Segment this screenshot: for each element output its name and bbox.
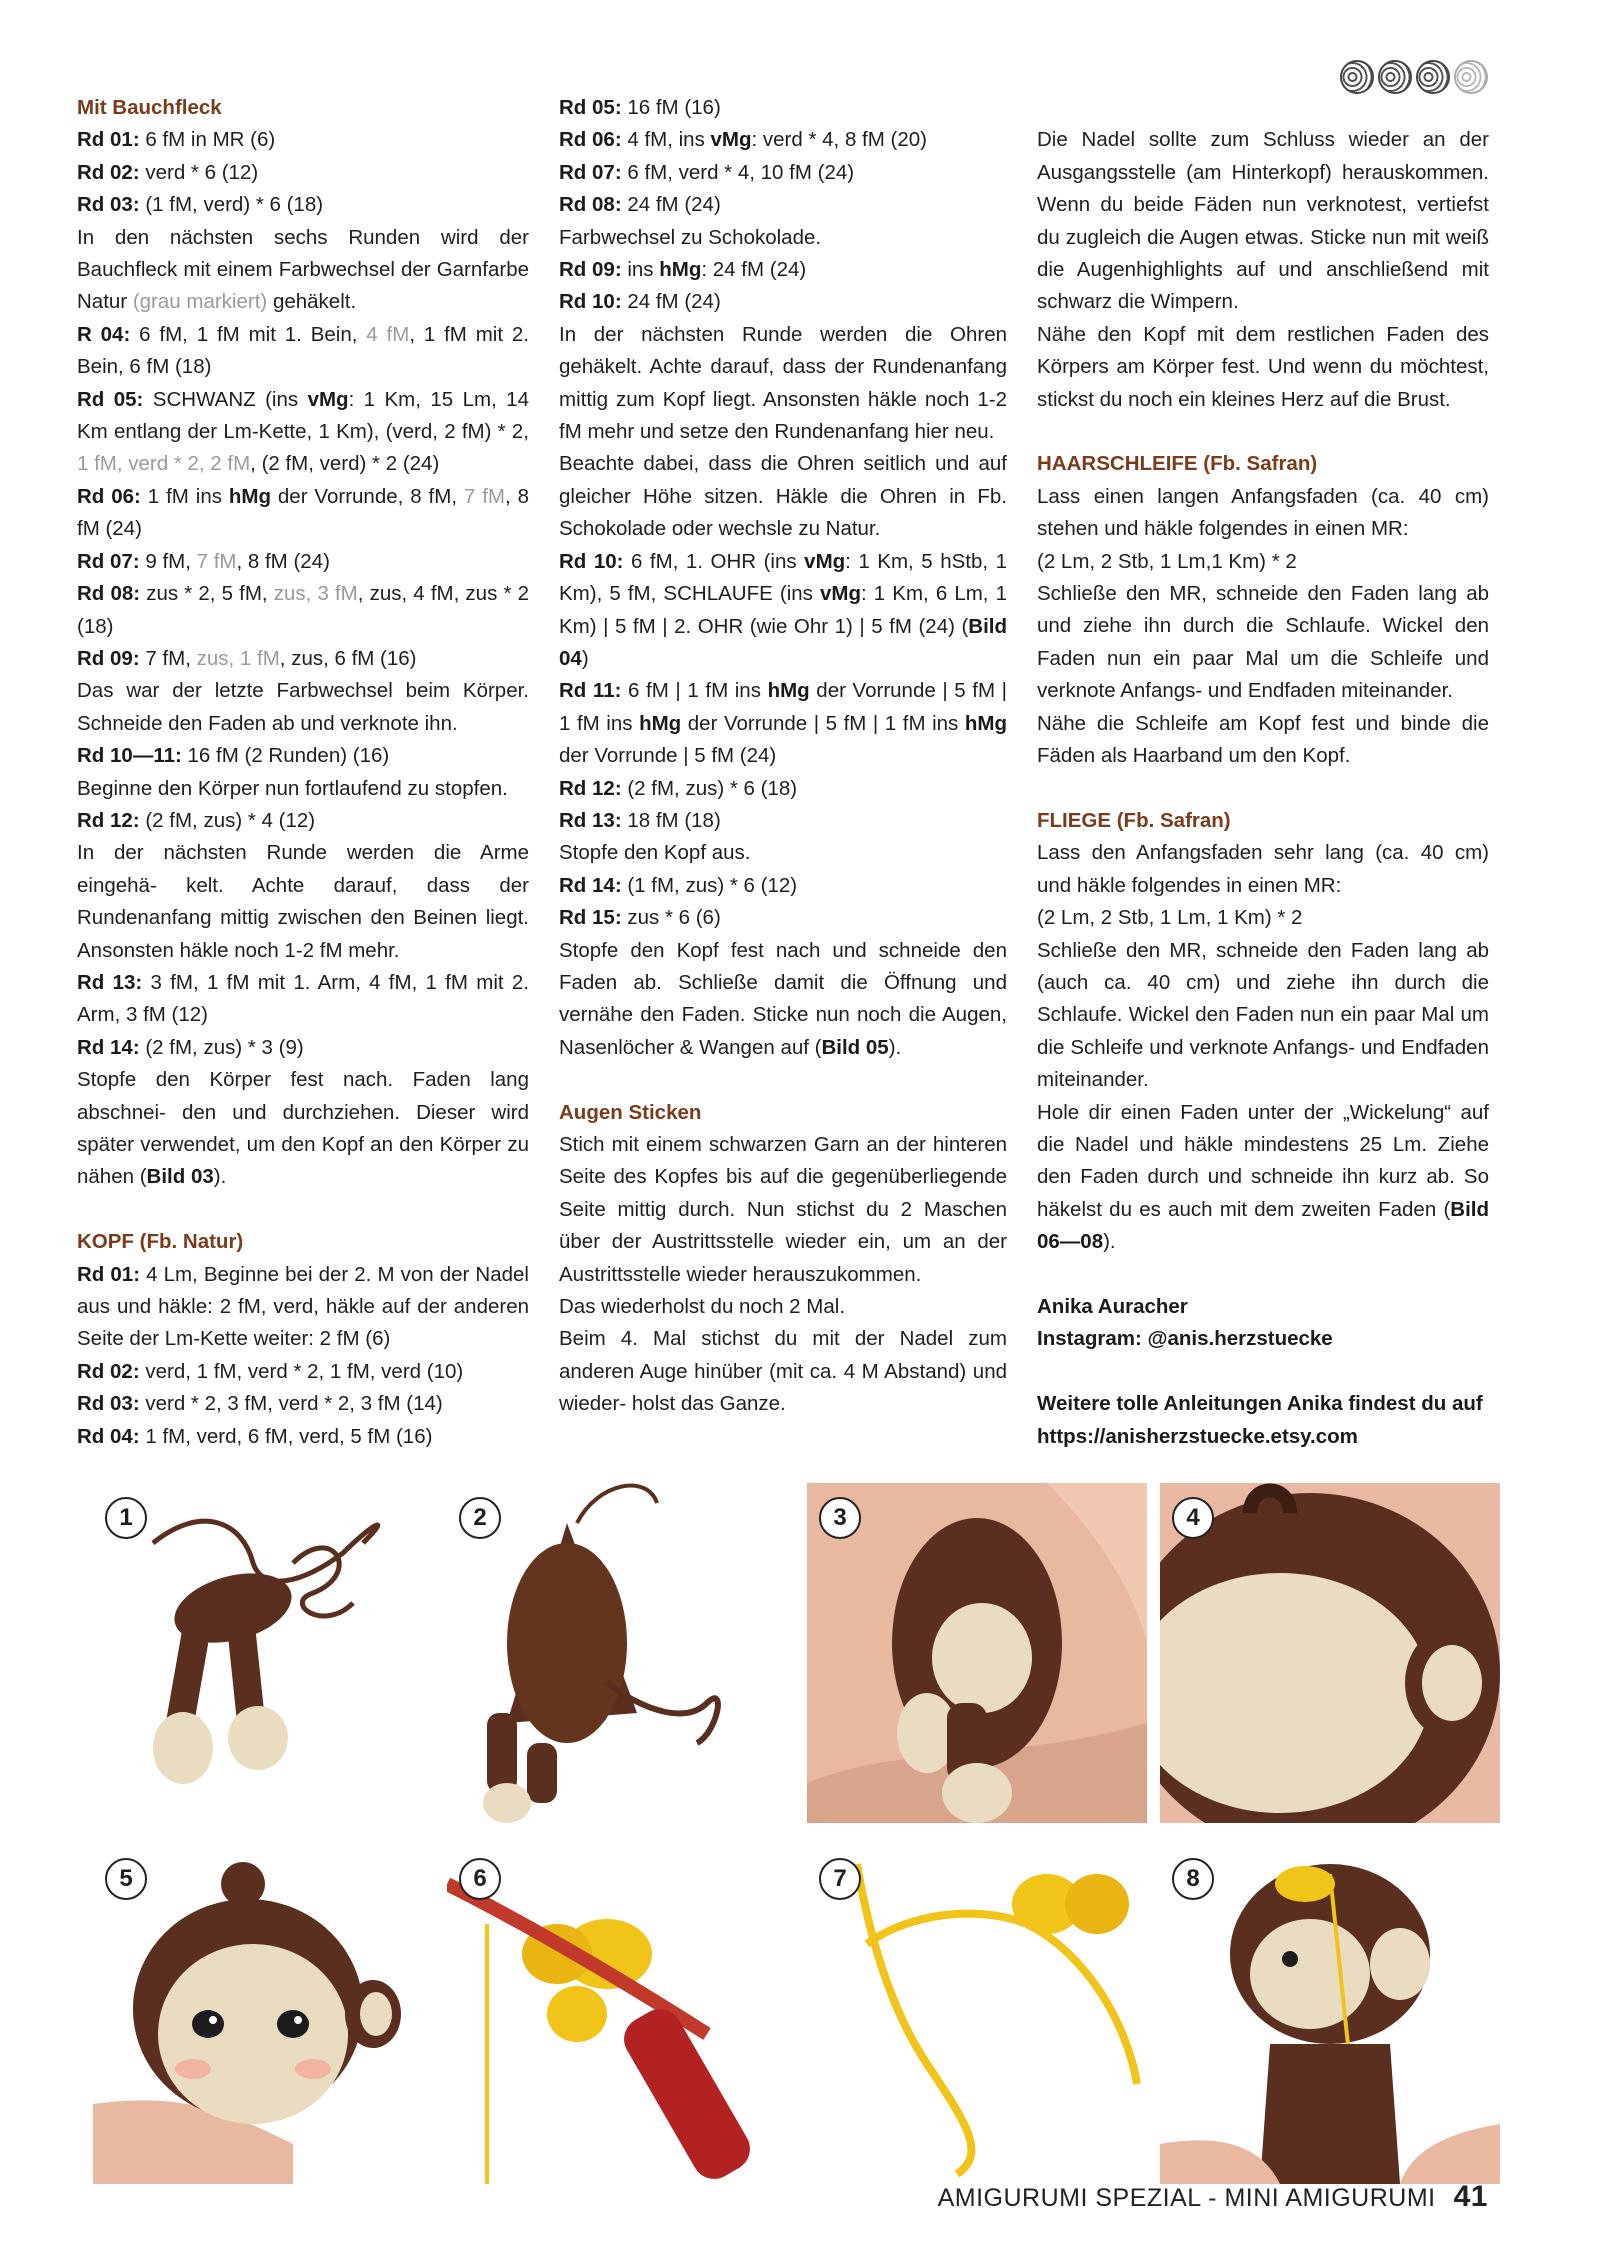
yarn-ball-icon — [1416, 60, 1450, 94]
photo-7 — [807, 1844, 1147, 2184]
section-heading-fliege: FLIEGE (Fb. Safran) — [1037, 808, 1231, 832]
photo-number-badge: 5 — [105, 1858, 147, 1900]
section-heading-bauchfleck: Mit Bauchfleck — [77, 96, 222, 119]
photo-number-badge: 6 — [459, 1858, 501, 1900]
photo-2 — [447, 1483, 787, 1823]
photo-1-image — [93, 1483, 433, 1823]
text-column-3: Die Nadel sollte zum Schluss wieder an der Ausgangsstelle (am Hinterkopf) herauskommen. Wenn du beide Fäden nun verknotest, vertiefst du zugleich die Augen etwas. Sticke nun mit weiß die Augenhighlights auf und anschließend mit schwarz die Wimpern. Nähe den Kopf mit dem restlichen Faden des Körpers am Körper fest. Und wenn du möchtest, stickst du noch ein kleines Herz auf die Brust. HAARSCHLEIFE (Fb. Safran) Lass einen langen Anfangsfaden (ca. 40 cm) stehen und häkle folgendes in einen MR: (2 Lm, 2 Stb, 1 Lm,1 Km) * 2 Schließe den MR, schneide den Faden lang ab und ziehe ihn durch die Schlaufe. Wickel den Faden nun ein paar Mal um die Schleife und verknote Anfangs- und Endfaden miteinander. Nähe die Schleife am Kopf fest und binde die Fäden als Haarband um den Kopf. FLIEGE (Fb. Safran) Lass den Anfangsfaden sehr lang (ca. 40 cm) und häkle folgendes in einen MR: (2 Lm, 2 Stb, 1 Lm, 1 Km) * 2 Schließe den MR, schneide den Faden lang ab (auch ca. 40 cm) und ziehe ihn durch die Schlaufe. Wickel den Faden nun ein paar Mal um die Schleife und verknote Anfangs- und Endfaden miteinander. Hole dir einen Faden unter der „Wickelung“ auf die Nadel und häkle mindestens 25 Lm. Ziehe den Faden durch und schneide ihn kurz ab. So häkelst du es auch mit dem zweiten Faden (Bild 06—08). Anika Auracher Instagram: @anis.herzstuecke Weitere tolle Anleitungen Anika findest du auf https://anisherzstuecke.etsy.com — [1037, 128, 1489, 1448]
photo-number-badge: 1 — [105, 1497, 147, 1539]
photo-4-image — [1160, 1483, 1500, 1823]
text-column-2: Rd 05: 16 fM (16) Rd 06: 4 fM, ins vMg: verd * 4, 8 fM (20) Rd 07: 6 fM, verd * 4, 10 fM (24) Rd 08: 24 fM (24) Farbwechsel zu Schokolade. Rd 09: ins hMg: 24 fM (24) Rd 10: 24 fM (24) In der nächsten Runde werden die Ohren gehäkelt. Achte darauf, dass der Rundenanfang mittig zum Kopf liegt. Ansonsten häkle noch 1-2 fM mehr und setze den Rundenanfang hier neu. Beachte dabei, dass die Ohren seitlich und auf gleicher Höhe sitzen. Häkle die Ohren in Fb. Schokolade oder wechsle zu Natur. Rd 10: 6 fM, 1. OHR (ins vMg: 1 Km, 5 hStb, 1 Km), 5 fM, SCHLAUFE (ins vMg: 1 Km, 6 Lm, 1 Km) | 5 fM | 2. OHR (wie Ohr 1) | 5 fM (24) (Bild 04) Rd 11: 6 fM | 1 fM ins hMg der Vorrunde | 5 fM | 1 fM ins hMg der Vorrunde | 5 fM | 1 fM ins hMg der Vorrunde | 5 fM (24) Rd 12: (2 fM, zus) * 6 (18) Rd 13: 18 fM (18) Stopfe den Kopf aus. Rd 14: (1 fM, zus) * 6 (12) Rd 15: zus * 6 (6) Stopfe den Kopf fest nach und schneide den Faden ab. Schließe damit die Öffnung und vernähe den Faden. Sticke nun noch die Augen, Nasenlöcher & Wangen auf (Bild 05). Augen Sticken Stich mit einem schwarzen Garn an der hinteren Seite des Kopfes bis auf die gegenüberliegende Seite mittig durch. Nun stichst du 2 Maschen über der Austrittsstelle wieder ein, um an der Austrittsstelle wieder herauszukommen. Das wiederholst du noch 2 Mal. Beim 4. Mal stichst du mit der Nadel zum anderen Auge hinüber (mit ca. 4 M Abstand) und wieder- holst das Ganze. — [559, 96, 1008, 1416]
photo-number-badge: 2 — [459, 1497, 501, 1539]
difficulty-yarn-icons — [1340, 60, 1488, 94]
section-heading-haarschleife: HAARSCHLEIFE (Fb. Safran) — [1037, 452, 1318, 476]
photo-number-badge: 4 — [1172, 1497, 1214, 1539]
photo-number-badge: 7 — [819, 1858, 861, 1900]
photo-6 — [447, 1844, 787, 2184]
photo-number-badge: 8 — [1172, 1858, 1214, 1900]
photo-4 — [1160, 1483, 1500, 1823]
yarn-ball-icon — [1340, 60, 1374, 94]
photo-5 — [93, 1844, 433, 2184]
etsy-link: https://anisherzstuecke.etsy.com — [1037, 1424, 1358, 1448]
page-footer — [938, 2180, 1488, 2214]
section-heading-augen: Augen Sticken — [559, 1100, 702, 1124]
photo-5-image — [93, 1844, 433, 2184]
photo-8 — [1160, 1844, 1500, 2184]
instagram-handle: Instagram: @anis.herzstuecke — [1037, 1327, 1333, 1351]
yarn-ball-icon — [1378, 60, 1412, 94]
photo-7-image — [807, 1844, 1147, 2184]
yarn-ball-empty-icon — [1454, 60, 1488, 94]
photo-2-image — [447, 1483, 787, 1823]
photo-8-image — [1160, 1844, 1500, 2184]
text-column-1: Mit Bauchfleck Rd 01: 6 fM in MR (6) Rd 02: verd * 6 (12) Rd 03: (1 fM, verd) * 6 (18) In den nächsten sechs Runden wird der Bauchfleck mit einem Farbwechsel der Garnfarbe Natur (grau markiert) gehäkelt. R 04: 6 fM, 1 fM mit 1. Bein, 4 fM, 1 fM mit 2. Bein, 6 fM (18) Rd 05: SCHWANZ (ins vMg: 1 Km, 15 Lm, 14 Km entlang der Lm-Kette, 1 Km), (verd, 2 fM) * 2, 1 fM, verd * 2, 2 fM, (2 fM, verd) * 2 (24) Rd 06: 1 fM ins hMg der Vorrunde, 8 fM, 7 fM, 8 fM (24) Rd 07: 9 fM, 7 fM, 8 fM (24) Rd 08: zus * 2, 5 fM, zus, 3 fM, zus, 4 fM, zus * 2 (18) Rd 09: 7 fM, zus, 1 fM, zus, 6 fM (16) Das war der letzte Farbwechsel beim Körper. Schneide den Faden ab und verknote ihn. Rd 10—11: 16 fM (2 Runden) (16) Beginne den Körper nun fortlaufend zu stopfen. Rd 12: (2 fM, zus) * 4 (12) In der nächsten Runde werden die Arme eingehä- kelt. Achte darauf, dass der Rundenanfang mittig zwischen den Beinen liegt. Ansonsten häkle noch 1-2 fM mehr. Rd 13: 3 fM, 1 fM mit 1. Arm, 4 fM, 1 fM mit 2. Arm, 3 fM (12) Rd 14: (2 fM, zus) * 3 (9) Stopfe den Körper fest nach. Faden lang abschnei- den und durchziehen. Dieser wird später verwendet, um den Kopf an den Körper zu nähen (Bild 03). KOPF (Fb. Natur) Rd 01: 4 Lm, Beginne bei der 2. M von der Nadel aus und häkle: 2 fM, verd, häkle auf der anderen Seite der Lm-Kette weiter: 2 fM (6) Rd 02: verd, 1 fM, verd * 2, 1 fM, verd (10) Rd 03: verd * 2, 3 fM, verd * 2, 3 fM (14) Rd 04: 1 fM, verd, 6 fM, verd, 5 fM (16) — [77, 92, 529, 1453]
photo-1 — [93, 1483, 433, 1823]
page-number: 41 — [1453, 2180, 1488, 2213]
author-name: Anika Auracher — [1037, 1294, 1188, 1318]
photo-number-badge: 3 — [819, 1497, 861, 1539]
photo-6-image — [447, 1844, 787, 2184]
magazine-title: AMIGURUMI SPEZIAL - MINI AMIGURUMI — [937, 2184, 1436, 2212]
photo-3 — [807, 1483, 1147, 1823]
section-heading-kopf: KOPF (Fb. Natur) — [77, 1230, 244, 1254]
photo-3-image — [807, 1483, 1147, 1823]
